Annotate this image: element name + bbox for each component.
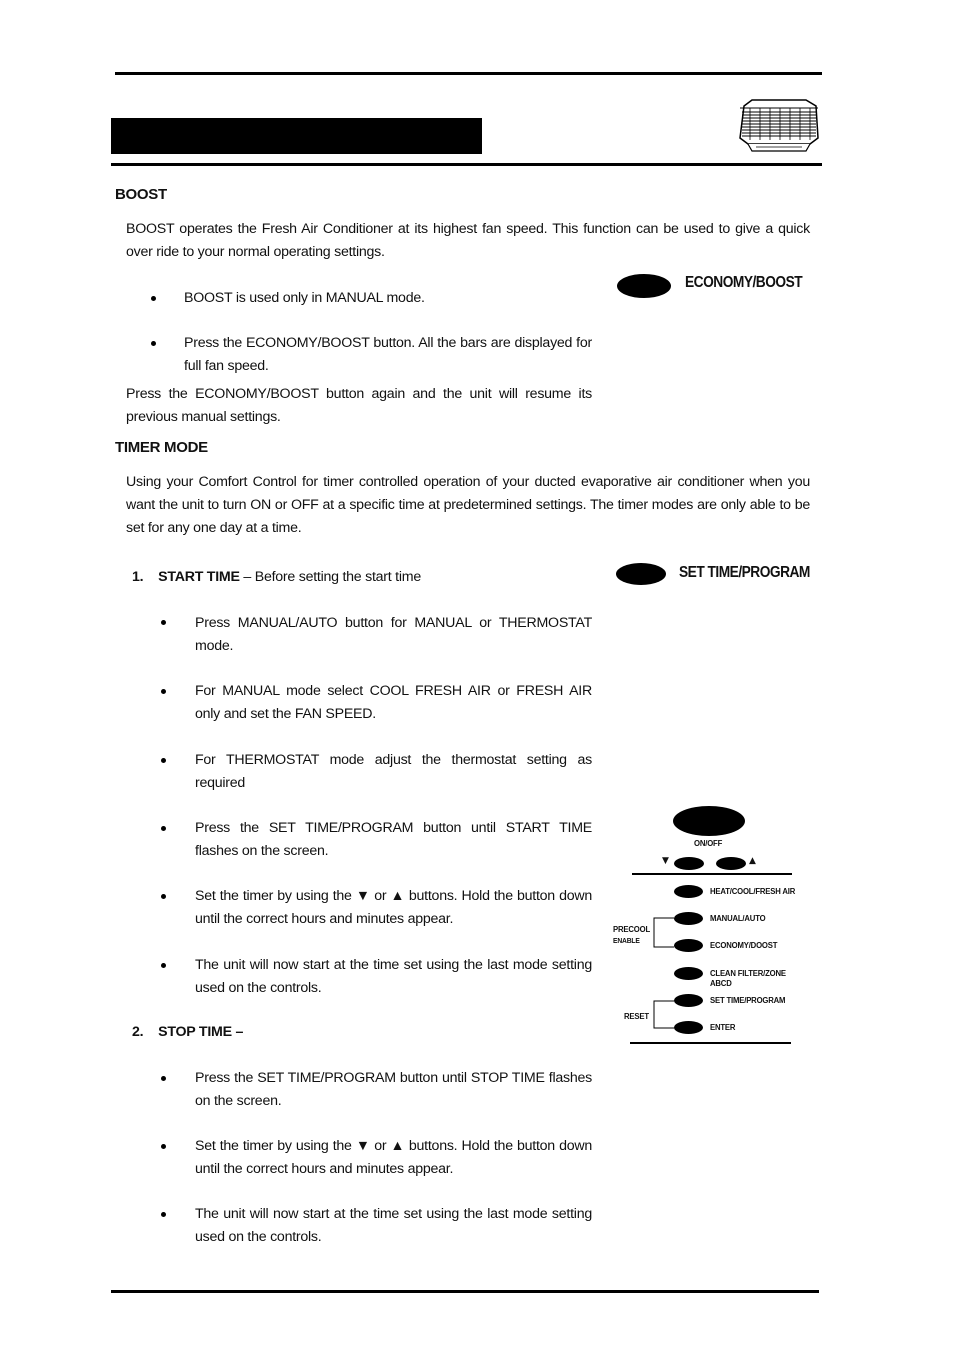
panel-divider-bottom — [630, 1042, 791, 1044]
bullet-icon — [161, 758, 169, 766]
on-off-button-icon[interactable] — [673, 806, 745, 836]
step1-bullet-4: Press the SET TIME/PROGRAM button until START TIME flashes on the screen. — [195, 820, 592, 859]
header-title-bar — [111, 118, 482, 154]
step1-bullet-3: For THERMOSTAT mode adjust the thermostat setting as required — [195, 752, 592, 791]
timer-intro: Using your Comfort Control for timer controlled operation of your ducted evaporative air conditioner when you want the unit to turn ON or OFF at a specific time at predetermined settings. The timer modes are only able to be set for any one day at a time. — [126, 474, 810, 536]
economy-boost-small-button-icon[interactable] — [674, 939, 703, 952]
bullet-icon — [161, 894, 169, 902]
boost-bullet-2: Press the ECONOMY/BOOST button. All the bars are displayed for full fan speed. — [184, 335, 592, 374]
on-off-label: ON/OFF — [694, 838, 723, 848]
manual-auto-label: MANUAL/AUTO — [710, 913, 766, 923]
header-bottom-rule — [111, 163, 822, 166]
step2-title: STOP TIME – — [158, 1024, 244, 1040]
heat-cool-label: HEAT/COOL/FRESH AIR — [710, 886, 796, 896]
bullet-icon — [161, 826, 169, 834]
enable-label: ENABLE — [613, 936, 640, 945]
bullet-icon — [161, 963, 169, 971]
step1-line — [132, 566, 592, 589]
set-time-small-label: SET TIME/PROGRAM — [710, 995, 786, 1005]
down-button-icon[interactable] — [674, 857, 704, 870]
set-time-program-label: SET TIME/PROGRAM — [679, 564, 810, 581]
bullet-icon — [161, 1076, 169, 1084]
step2-bullet-1: Press the SET TIME/PROGRAM button until STOP TIME flashes on the screen. — [195, 1070, 592, 1109]
top-rule — [115, 72, 822, 75]
step2-line — [132, 1021, 592, 1044]
bullet-icon — [161, 1212, 169, 1220]
bullet-icon — [151, 296, 159, 304]
boost-bullet-1: BOOST is used only in MANUAL mode. — [184, 290, 425, 306]
manual-auto-button-icon[interactable] — [674, 912, 703, 925]
step1-bullet-5: Set the timer by using the ▼ or ▲ buttons. Hold the button down until the correct hours and minutes appear. — [195, 888, 592, 927]
boost-after: Press the ECONOMY/BOOST button again and the unit will resume its previous manual settings. — [126, 386, 592, 425]
set-time-program-button-icon[interactable] — [616, 563, 666, 585]
step1-rest: – Before setting the start time — [239, 569, 421, 585]
up-button-icon[interactable] — [716, 857, 746, 870]
step2-bullet-2: Set the timer by using the ▼ or ▲ buttons. Hold the button down until the correct hours and minutes appear. — [195, 1138, 592, 1177]
economy-boost-label: ECONOMY/BOOST — [685, 274, 803, 291]
air-conditioner-icon — [736, 96, 822, 154]
step1-title: START TIME — [158, 569, 240, 585]
reset-bracket — [650, 999, 676, 1031]
step2-bullet-3: The unit will now start at the time set using the last mode setting used on the controls. — [195, 1206, 592, 1245]
enter-label: ENTER — [710, 1022, 736, 1032]
heat-cool-button-icon[interactable] — [674, 885, 703, 898]
up-arrow-icon: ▲ — [749, 856, 756, 866]
clean-filter-label: CLEAN FILTER/ZONE ABCD — [710, 968, 786, 988]
economy-boost-small-label: ECONOMY/DOOST — [710, 940, 778, 950]
bullet-icon — [161, 689, 169, 697]
reset-label: RESET — [624, 1011, 649, 1021]
bullet-icon — [151, 341, 159, 349]
precool-bracket — [650, 916, 676, 950]
footer-rule — [111, 1290, 819, 1293]
clean-filter-button-icon[interactable] — [674, 967, 703, 980]
panel-divider-top — [632, 873, 792, 875]
step1-bullet-2: For MANUAL mode select COOL FRESH AIR or FRESH AIR only and set the FAN SPEED. — [195, 683, 592, 722]
control-panel — [610, 800, 820, 1050]
step1-bullet-1: Press MANUAL/AUTO button for MANUAL or THERMOSTAT mode. — [195, 615, 592, 654]
boost-heading: BOOST — [115, 186, 167, 203]
economy-boost-button-icon[interactable] — [617, 274, 671, 298]
step2-number: 2. — [132, 1024, 144, 1040]
down-arrow-icon: ▼ — [662, 856, 669, 866]
step1-number: 1. — [132, 569, 144, 585]
bullet-icon — [161, 1144, 169, 1152]
precool-label: PRECOOL — [613, 924, 650, 934]
bullet-icon — [161, 620, 169, 628]
enter-button-icon[interactable] — [674, 1021, 703, 1034]
boost-intro: BOOST operates the Fresh Air Conditioner at its highest fan speed. This function can be used to give a quick over ride to your normal operating settings. — [126, 221, 810, 260]
timer-heading: TIMER MODE — [115, 439, 208, 456]
step1-bullet-6: The unit will now start at the time set using the last mode setting used on the controls. — [195, 957, 592, 996]
set-time-small-button-icon[interactable] — [674, 994, 703, 1007]
